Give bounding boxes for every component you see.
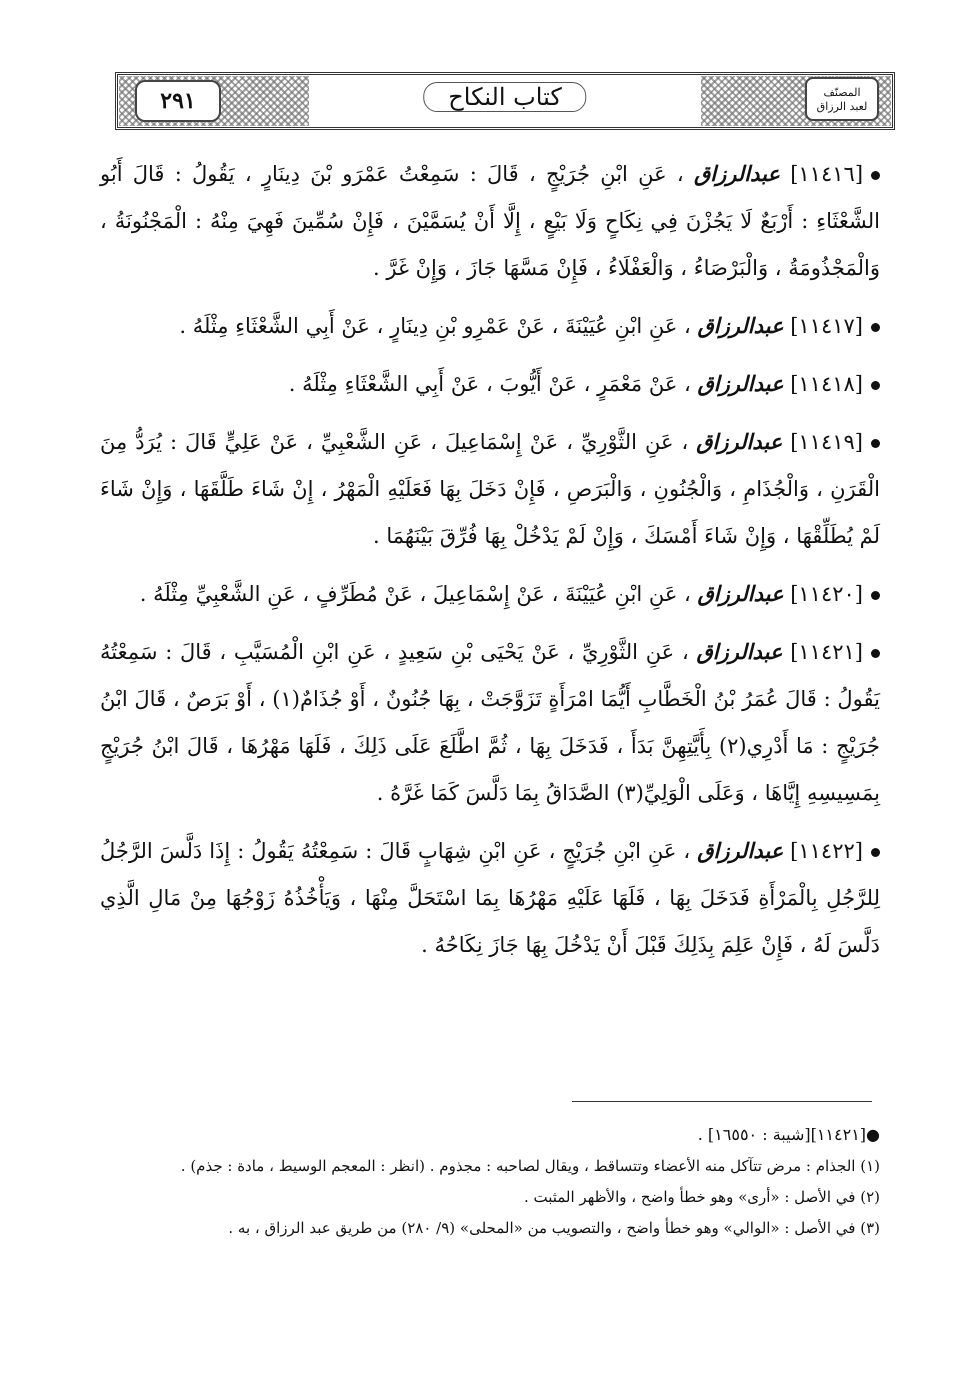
chapter-title: كتاب النكاح: [423, 82, 586, 112]
hadith-entry: [100, 570, 880, 618]
narrator-name: عبدالرزاق: [693, 161, 780, 186]
narrator-name: عبدالرزاق: [697, 581, 784, 606]
seal-line-2: لعبد الرزاق: [816, 100, 868, 113]
footnotes: [110, 1120, 880, 1246]
page-number: ٢٩١: [135, 80, 221, 122]
hadith-number: [١١٤١٩]: [790, 430, 863, 454]
narrator-name: عبدالرزاق: [697, 313, 784, 338]
narrator-name: عبدالرزاق: [696, 639, 783, 664]
hadith-text: ، عَنِ الثَّوْرِيِّ ، عَنْ إِسْمَاعِيلَ ، عَنِ الشَّعْبِيِّ ، عَنْ عَلِيٍّ قَالَ : يُرَدُّ مِنَ الْقَرَنِ ، وَالْجُذَامِ ، وَالْجُنُونِ ، وَالْبَرَصِ ، فَإِنْ دَخَلَ بِهَا فَعَلَيْهِ الْمَهْرُ ، إِنْ شَاءَ طَلَّقَهَا ، وَإِنْ شَاءَ لَمْ يُطَلِّقْهَا ، وَإِنْ شَاءَ أَمْسَكَ ، وَإِنْ لَمْ يَدْخُلْ بِهَا فُرِّقَ بَيْنَهُمَا .: [100, 430, 880, 548]
bullet-icon: [871, 171, 880, 180]
footnote-1: (١) الجذام : مرض تتآكل منه الأعضاء وتتساقط ، ويقال لصاحبه : مجذوم . (انظر : المعجم الوسيط ، مادة : جذم) .: [180, 1157, 880, 1175]
bullet-icon: [871, 591, 880, 600]
main-text: [100, 150, 880, 979]
hadith-number: [١١٤١٨]: [790, 372, 863, 396]
footnote-source: ●[١١٤٢١][شيبة : ١٦٥٥٠] .: [697, 1125, 880, 1144]
hadith-entry: [100, 150, 880, 292]
hadith-number: [١١٤٢٢]: [790, 839, 863, 863]
bullet-icon: [871, 439, 880, 448]
hadith-text: ، عَنِ ابْنِ جُرَيْجٍ ، عَنِ ابْنِ شِهَابٍ قَالَ : سَمِعْتُهُ يَقُولُ : إِذَا دَلَّسَ الرَّجُلُ لِلرَّجُلِ بِالْمَرْأَةِ فَدَخَلَ بِهَا ، فَلَهَا عَلَيْهِ مَهْرُهَا بِمَا اسْتَحَلَّ مِنْهَا ، وَيَأْخُذُهُ زَوْجُهَا مِنْ مَالِ الَّذِي دَلَّسَ لَهُ ، فَإِنْ عَلِمَ بِذَلِكَ قَبْلَ أَنْ يَدْخُلَ بِهَا جَازَ نِكَاحُهُ .: [100, 839, 880, 957]
hadith-text: ، عَنْ مَعْمَرٍ ، عَنْ أَيُّوبَ ، عَنْ أَبِي الشَّعْثَاءِ مِثْلَهُ .: [288, 372, 691, 396]
hadith-number: [١١٤١٦]: [790, 162, 864, 186]
footnote-2: (٢) في الأصل : «أرى» وهو خطأ واضح ، والأظهر المثبت .: [523, 1188, 880, 1206]
bullet-icon: [871, 381, 880, 390]
bullet-icon: [871, 323, 880, 332]
narrator-name: عبدالرزاق: [696, 429, 783, 454]
bullet-icon: [871, 649, 880, 658]
hadith-entry: [100, 302, 880, 350]
hadith-entry: [100, 628, 880, 817]
hadith-entry: [100, 418, 880, 560]
footnote-3: (٣) في الأصل : «الوالي» وهو خطأ واضح ، والتصويب من «المحلى» (٩/ ٢٨٠) من طريق عبد الرزاق ، به .: [228, 1219, 880, 1237]
footnote-divider: [572, 1101, 872, 1102]
hadith-text: ، عَنِ ابْنِ جُرَيْجٍ ، قَالَ : سَمِعْتُ عَمْرَو بْنَ دِينَارٍ ، يَقُولُ : قَالَ أَبُو الشَّعْثَاءِ : أَرْبَعٌ لَا يَجُزْنَ فِي نِكَاحٍ وَلَا بَيْعٍ ، إِلَّا أَنْ يُسَمَّيْنَ ، فَإِنْ سُمِّينَ فَهِيَ مِنْهُ : الْمَجْنُونَةُ ، وَالْمَجْذُومَةُ ، وَالْبَرْصَاءُ ، وَالْعَفْلَاءُ ، فَإِنْ مَسَّهَا جَازَ ، وَإِنْ غَرَّ .: [100, 162, 880, 280]
hadith-text: ، عَنِ الثَّوْرِيِّ ، عَنْ يَحْيَى بْنِ سَعِيدٍ ، عَنِ ابْنِ الْمُسَيَّبِ ، قَالَ : سَمِعْتُهُ يَقُولُ : قَالَ عُمَرُ بْنُ الْخَطَّابِ أَيُّمَا امْرَأَةٍ تَزَوَّجَتْ ، بِهَا جُنُونٌ ، أَوْ جُذَامٌ(١) ، أَوْ بَرَصٌ ، قَالَ ابْنُ جُرَيْجٍ : مَا أَدْرِي(٢) بِأَيَّتِهِنَّ بَدَأَ ، فَدَخَلَ بِهَا ، ثُمَّ اطَّلَعَ عَلَى ذَلِكَ ، فَلَهَا مَهْرُهَا ، قَالَ ابْنُ جُرَيْجٍ بِمَسِيسِهِ إِيَّاهَا ، وَعَلَى الْوَلِيِّ(٣) الصَّدَاقُ بِمَا دَلَّسَ كَمَا غَرَّهُ .: [100, 640, 880, 805]
hadith-number: [١١٤٢٠]: [790, 582, 863, 606]
narrator-name: عبدالرزاق: [697, 838, 784, 863]
seal-line-1: المصنّف: [823, 86, 861, 99]
narrator-name: عبدالرزاق: [697, 371, 784, 396]
hadith-text: ، عَنِ ابْنِ عُيَيْنَةَ ، عَنْ إِسْمَاعِيلَ ، عَنْ مُطَرِّفٍ ، عَنِ الشَّعْبِيِّ مِثْلَهُ .: [139, 582, 691, 606]
hadith-entry: [100, 827, 880, 969]
hadith-number: [١١٤١٧]: [790, 314, 863, 338]
book-seal-logo: [805, 77, 879, 121]
hadith-text: ، عَنِ ابْنِ عُيَيْنَةَ ، عَنْ عَمْرِو بْنِ دِينَارٍ ، عَنْ أَبِي الشَّعْثَاءِ مِثْلَهُ .: [179, 314, 691, 338]
hadith-entry: [100, 360, 880, 408]
page-header: [115, 72, 895, 130]
hadith-number: [١١٤٢١]: [790, 640, 863, 664]
bullet-icon: [871, 848, 880, 857]
